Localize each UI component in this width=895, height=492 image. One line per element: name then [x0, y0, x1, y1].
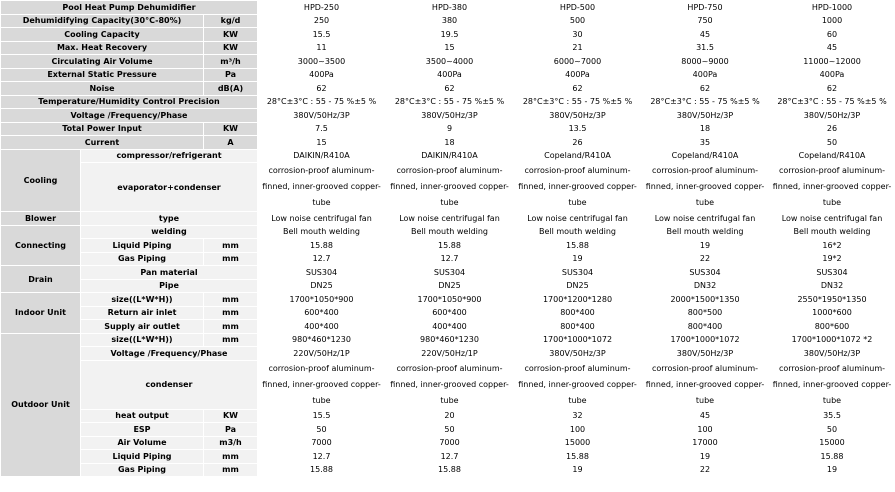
cell: corrosion-proof aluminum-finned, inner-grooved copper-tube	[258, 163, 386, 212]
table-row	[1, 463, 895, 477]
row-label: ESP	[81, 423, 204, 437]
cell: 15.5	[258, 409, 386, 423]
cell: DN32	[642, 279, 769, 293]
row-label: Cooling Capacity	[1, 28, 204, 42]
cell: 45	[769, 41, 895, 55]
cell: 380V/50Hz/3P	[514, 347, 642, 361]
row-label: Voltage /Frequency/Phase	[1, 109, 258, 123]
row-label: Pipe	[81, 279, 258, 293]
row-label: Return air inlet	[81, 306, 204, 320]
table-row	[1, 95, 895, 109]
row-label: size((L*W*H))	[81, 333, 204, 347]
cell: Copeland/R410A	[642, 149, 769, 163]
cell: 800*400	[514, 306, 642, 320]
table-row	[1, 28, 895, 42]
cell: 50	[769, 423, 895, 437]
cell: 250	[258, 14, 386, 28]
row-unit: kg/d	[204, 14, 258, 28]
cell: 12.7	[258, 252, 386, 266]
table-row	[1, 239, 895, 253]
row-unit: mm	[204, 463, 258, 477]
table-row	[1, 82, 895, 96]
row-unit: Pa	[204, 423, 258, 437]
cell: 220V/50Hz/1P	[386, 347, 514, 361]
cell: 11000~12000	[769, 55, 895, 69]
cell: 22	[642, 463, 769, 477]
cell: DN32	[769, 279, 895, 293]
table-row	[1, 14, 895, 28]
cell: Bell mouth welding	[769, 225, 895, 239]
row-label: Liquid Piping	[81, 239, 204, 253]
cell: 35	[642, 136, 769, 150]
cell: Bell mouth welding	[514, 225, 642, 239]
cell: SUS304	[769, 266, 895, 280]
cell: 9	[386, 122, 514, 136]
cell: 19	[514, 463, 642, 477]
cell: 19	[514, 252, 642, 266]
cell: 19	[642, 450, 769, 464]
cell: 1000*600	[769, 306, 895, 320]
cell: 15.88	[386, 463, 514, 477]
cell: 380V/50Hz/3P	[514, 109, 642, 123]
cell: 15.88	[386, 239, 514, 253]
table-row	[1, 436, 895, 450]
model-header: HPD-500	[514, 1, 642, 15]
row-label: Voltage /Frequency/Phase	[81, 347, 258, 361]
cell: DN25	[258, 279, 386, 293]
table-row	[1, 293, 895, 307]
cell: 800*400	[514, 320, 642, 334]
cell: 45	[642, 409, 769, 423]
cell: DN25	[514, 279, 642, 293]
cell: Bell mouth welding	[258, 225, 386, 239]
cell: DAIKIN/R410A	[258, 149, 386, 163]
cell: corrosion-proof aluminum-finned, inner-grooved copper-tube	[386, 163, 514, 212]
cell: 60	[769, 28, 895, 42]
table-row	[1, 266, 895, 280]
cell: 15.5	[258, 28, 386, 42]
row-label: Noise	[1, 82, 204, 96]
cell: 15000	[769, 436, 895, 450]
row-label: condenser	[81, 360, 258, 409]
row-unit: m3/h	[204, 436, 258, 450]
cell: 62	[514, 82, 642, 96]
group-label-drain: Drain	[1, 266, 81, 293]
cell: 6000~7000	[514, 55, 642, 69]
row-unit: KW	[204, 41, 258, 55]
cell: 500	[514, 14, 642, 28]
cell: 380V/50Hz/3P	[642, 109, 769, 123]
cell: 980*460*1230	[258, 333, 386, 347]
cell: 800*600	[769, 320, 895, 334]
cell: 380V/50Hz/3P	[642, 347, 769, 361]
cell: 28°C±3°C : 55 - 75 %±5 %	[386, 95, 514, 109]
row-label: Liquid Piping	[81, 450, 204, 464]
cell: 18	[386, 136, 514, 150]
cell: corrosion-proof aluminum-finned, inner-grooved copper-tube	[514, 163, 642, 212]
cell: 380	[386, 14, 514, 28]
cell: 7000	[258, 436, 386, 450]
cell: SUS304	[258, 266, 386, 280]
row-label: Temperature/Humidity Control Precision	[1, 95, 258, 109]
cell: 15.88	[769, 450, 895, 464]
cell: DAIKIN/R410A	[386, 149, 514, 163]
cell: 26	[769, 122, 895, 136]
cell: 220V/50Hz/1P	[258, 347, 386, 361]
cell: 13.5	[514, 122, 642, 136]
row-unit: KW	[204, 409, 258, 423]
row-label: evaporator+condenser	[81, 163, 258, 212]
group-label-connecting: Connecting	[1, 225, 81, 266]
cell: 980*460*1230	[386, 333, 514, 347]
cell: 400Pa	[386, 68, 514, 82]
cell: 62	[642, 82, 769, 96]
row-unit: mm	[204, 333, 258, 347]
table-row	[1, 360, 895, 409]
row-unit: mm	[204, 293, 258, 307]
cell: 12.7	[258, 450, 386, 464]
cell: 3000~3500	[258, 55, 386, 69]
cell: 15.88	[258, 463, 386, 477]
cell: 400Pa	[642, 68, 769, 82]
cell: 380V/50Hz/3P	[769, 347, 895, 361]
cell: 12.7	[386, 252, 514, 266]
table-row	[1, 136, 895, 150]
cell: 800*500	[642, 306, 769, 320]
row-unit: mm	[204, 450, 258, 464]
table-row	[1, 347, 895, 361]
cell: 400Pa	[769, 68, 895, 82]
cell: Bell mouth welding	[386, 225, 514, 239]
cell: 31.5	[642, 41, 769, 55]
cell: 1700*1050*900	[258, 293, 386, 307]
table-row	[1, 163, 895, 212]
row-label: Dehumidifying Capacity(30°C-80%)	[1, 14, 204, 28]
cell: 62	[386, 82, 514, 96]
cell: Copeland/R410A	[769, 149, 895, 163]
table-row	[1, 68, 895, 82]
cell: 380V/50Hz/3P	[386, 109, 514, 123]
row-label: type	[81, 212, 258, 226]
cell: 19	[769, 463, 895, 477]
cell: 20	[386, 409, 514, 423]
cell: 50	[258, 423, 386, 437]
group-label-indoor: Indoor Unit	[1, 293, 81, 334]
cell: Low noise centrifugal fan	[769, 212, 895, 226]
cell: 100	[642, 423, 769, 437]
cell: corrosion-proof aluminum-finned, inner-grooved copper-tube	[386, 360, 514, 409]
row-unit: KW	[204, 28, 258, 42]
cell: 16*2	[769, 239, 895, 253]
cell: corrosion-proof aluminum-finned, inner-grooved copper-tube	[642, 163, 769, 212]
cell: 15	[258, 136, 386, 150]
header-row	[1, 1, 895, 15]
model-header: HPD-1000	[769, 1, 895, 15]
table-row	[1, 41, 895, 55]
cell: 26	[514, 136, 642, 150]
group-label-cooling: Cooling	[1, 149, 81, 212]
row-label: Air Volume	[81, 436, 204, 450]
cell: corrosion-proof aluminum-finned, inner-grooved copper-tube	[258, 360, 386, 409]
row-label: Total Power Input	[1, 122, 204, 136]
cell: 15	[386, 41, 514, 55]
cell: 28°C±3°C : 55 - 75 %±5 %	[258, 95, 386, 109]
row-label: Current	[1, 136, 204, 150]
row-label: compressor/refrigerant	[81, 149, 258, 163]
table-row	[1, 225, 895, 239]
cell: 32	[514, 409, 642, 423]
table-row	[1, 333, 895, 347]
cell: 100	[514, 423, 642, 437]
cell: corrosion-proof aluminum-finned, inner-grooved copper-tube	[642, 360, 769, 409]
table-title: Pool Heat Pump Dehumidifier	[1, 1, 258, 15]
table-row	[1, 122, 895, 136]
cell: 28°C±3°C : 55 - 75 %±5 %	[642, 95, 769, 109]
cell: Bell mouth welding	[642, 225, 769, 239]
cell: 30	[514, 28, 642, 42]
table-row	[1, 252, 895, 266]
cell: 2000*1500*1350	[642, 293, 769, 307]
cell: 17000	[642, 436, 769, 450]
table-row	[1, 423, 895, 437]
cell: Low noise centrifugal fan	[514, 212, 642, 226]
cell: 750	[642, 14, 769, 28]
cell: 18	[642, 122, 769, 136]
row-label: Supply air outlet	[81, 320, 204, 334]
cell: 28°C±3°C : 55 - 75 %±5 %	[514, 95, 642, 109]
cell: 1700*1000*1072	[514, 333, 642, 347]
cell: SUS304	[514, 266, 642, 280]
row-unit: mm	[204, 306, 258, 320]
cell: Low noise centrifugal fan	[642, 212, 769, 226]
cell: 800*400	[642, 320, 769, 334]
row-label: External Static Pressure	[1, 68, 204, 82]
cell: corrosion-proof aluminum-finned, inner-grooved copper-tube	[769, 360, 895, 409]
cell: 3500~4000	[386, 55, 514, 69]
cell: 45	[642, 28, 769, 42]
cell: 380V/50Hz/3P	[769, 109, 895, 123]
cell: SUS304	[386, 266, 514, 280]
cell: corrosion-proof aluminum-finned, inner-grooved copper-tube	[769, 163, 895, 212]
cell: DN25	[386, 279, 514, 293]
table-row	[1, 409, 895, 423]
row-label: heat output	[81, 409, 204, 423]
cell: 400*400	[386, 320, 514, 334]
cell: 1000	[769, 14, 895, 28]
cell: 21	[514, 41, 642, 55]
group-label-outdoor: Outdoor Unit	[1, 333, 81, 477]
cell: 600*400	[386, 306, 514, 320]
cell: Low noise centrifugal fan	[386, 212, 514, 226]
row-unit: dB(A)	[204, 82, 258, 96]
cell: 19*2	[769, 252, 895, 266]
table-row	[1, 320, 895, 334]
row-unit: Pa	[204, 68, 258, 82]
row-unit: mm	[204, 320, 258, 334]
row-unit: A	[204, 136, 258, 150]
model-header: HPD-750	[642, 1, 769, 15]
cell: 22	[642, 252, 769, 266]
cell: corrosion-proof aluminum-finned, inner-grooved copper-tube	[514, 360, 642, 409]
cell: Low noise centrifugal fan	[258, 212, 386, 226]
cell: 62	[258, 82, 386, 96]
cell: 62	[769, 82, 895, 96]
table-row	[1, 306, 895, 320]
cell: 1700*1000*1072	[642, 333, 769, 347]
row-unit: mm	[204, 252, 258, 266]
cell: 8000~9000	[642, 55, 769, 69]
cell: 7.5	[258, 122, 386, 136]
row-label: size((L*W*H))	[81, 293, 204, 307]
cell: 400Pa	[258, 68, 386, 82]
cell: 12.7	[386, 450, 514, 464]
model-header: HPD-380	[386, 1, 514, 15]
cell: 50	[386, 423, 514, 437]
group-label-blower: Blower	[1, 212, 81, 226]
cell: 400Pa	[514, 68, 642, 82]
table-row	[1, 212, 895, 226]
cell: 19.5	[386, 28, 514, 42]
table-row	[1, 279, 895, 293]
cell: 380V/50Hz/3P	[258, 109, 386, 123]
cell: 19	[642, 239, 769, 253]
row-unit: m³/h	[204, 55, 258, 69]
cell: Copeland/R410A	[514, 149, 642, 163]
row-unit: KW	[204, 122, 258, 136]
cell: 15.88	[514, 239, 642, 253]
cell: 35.5	[769, 409, 895, 423]
row-label: welding	[81, 225, 258, 239]
table-row	[1, 109, 895, 123]
cell: 15.88	[514, 450, 642, 464]
cell: 400*400	[258, 320, 386, 334]
model-header: HPD-250	[258, 1, 386, 15]
cell: SUS304	[642, 266, 769, 280]
table-row	[1, 55, 895, 69]
cell: 15000	[514, 436, 642, 450]
row-label: Pan material	[81, 266, 258, 280]
row-label: Max. Heat Recovery	[1, 41, 204, 55]
cell: 1700*1050*900	[386, 293, 514, 307]
cell: 50	[769, 136, 895, 150]
cell: 7000	[386, 436, 514, 450]
table-row	[1, 450, 895, 464]
cell: 2550*1950*1350	[769, 293, 895, 307]
cell: 600*400	[258, 306, 386, 320]
row-label: Gas Piping	[81, 463, 204, 477]
cell: 1700*1200*1280	[514, 293, 642, 307]
cell: 28°C±3°C : 55 - 75 %±5 %	[769, 95, 895, 109]
cell: 11	[258, 41, 386, 55]
row-unit: mm	[204, 239, 258, 253]
cell: 1700*1000*1072 *2	[769, 333, 895, 347]
cell: 15.88	[258, 239, 386, 253]
row-label: Circulating Air Volume	[1, 55, 204, 69]
row-label: Gas Piping	[81, 252, 204, 266]
table-row	[1, 149, 895, 163]
